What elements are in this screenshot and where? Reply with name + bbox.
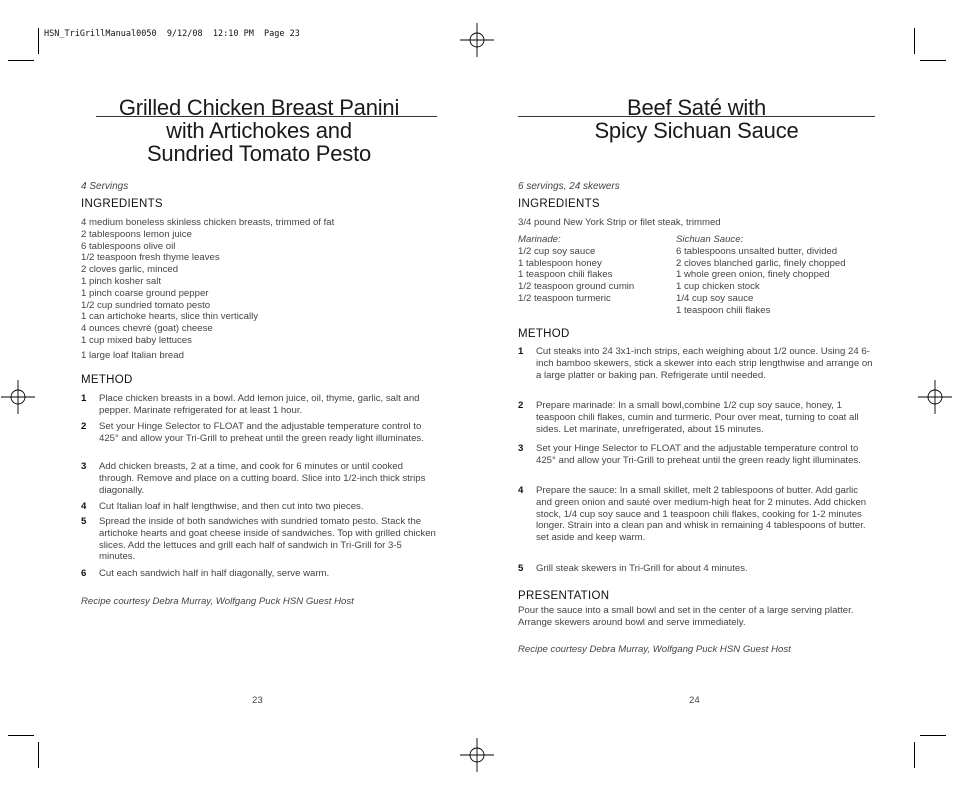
step-number: 2 (81, 421, 87, 432)
step-number: 1 (518, 346, 524, 357)
method-step (518, 400, 875, 435)
method-heading: METHOD (81, 374, 133, 386)
crop-mark (8, 60, 34, 61)
marinade-list (518, 234, 634, 305)
method-step (81, 461, 437, 496)
crop-mark (38, 28, 39, 54)
registration-mark-icon (918, 380, 952, 414)
list-item: 1 teaspoon chili flakes (676, 304, 771, 316)
step-text: Spread the inside of both sandwiches with sundried tomato pesto. Stack the artichoke hearts and goat cheese inside of sandwiches. Top with grilled chicken slices. Add the lettuces and grill each half of sandwich in Tri-Grill for 3-5 minutes. (99, 516, 436, 563)
step-number: 4 (518, 485, 524, 496)
method-step (81, 568, 437, 580)
list-item: 6 tablespoons olive oil (81, 240, 176, 252)
list-item: 1 whole green onion, finely chopped (676, 269, 830, 281)
list-item: 1 can artichoke hearts, slice thin vertically (81, 311, 259, 323)
step-text: Cut steaks into 24 3x1-inch strips, each weighing about 1/2 ounce. Using 24 6-inch bamboo skewers, stick a skewer into each strip lengthwise and arrange on a large platter or baking pan. Refrigerate until needed. (536, 346, 873, 381)
servings: 6 servings, 24 skewers (518, 181, 620, 192)
step-text: Cut each sandwich half in half diagonally, serve warm. (99, 568, 330, 579)
step-text: Set your Hinge Selector to FLOAT and the adjustable temperature control to 425° and allow your Tri-Grill to preheat until the green ready light illuminates. (99, 421, 424, 444)
list-item: 1 large loaf Italian bread (81, 349, 184, 361)
list-item: 1/4 cup soy sauce (676, 292, 754, 304)
method-step (81, 501, 437, 513)
method-step (518, 346, 875, 381)
list-item: 1 pinch coarse ground pepper (81, 287, 209, 299)
step-number: 2 (518, 400, 524, 411)
crop-mark (8, 735, 34, 736)
list-item: 1 tablespoon honey (518, 257, 602, 269)
step-text: Set your Hinge Selector to FLOAT and the adjustable temperature control to 425° and allow your Tri-Grill to preheat until the green ready light illuminates. (536, 443, 861, 466)
title-line: Spicy Sichuan Sauce (594, 118, 799, 143)
list-item: 1/2 cup soy sauce (518, 245, 596, 257)
step-text: Prepare the sauce: In a small skillet, melt 2 tablespoons of butter. Add garlic and green onion and sauté over medium-high heat for 2 minutes. Add chicken stock, 1/4 cup soy sauce and 1 teaspoon chili flakes, cooking for 1-2 minutes longer. Strain into a clean pan and whisk in remaining 4 tablespoons of butter. set aside and keep warm. (536, 485, 867, 544)
step-text: Cut Italian loaf in half lengthwise, and then cut into two pieces. (99, 501, 364, 512)
list-item: 1 cup mixed baby lettuces (81, 334, 192, 346)
ingredients-heading: INGREDIENTS (81, 198, 163, 210)
recipe-title (81, 96, 437, 165)
step-number: 1 (81, 393, 87, 404)
page-number: 24 (689, 695, 700, 706)
title-line: Sundried Tomato Pesto (146, 141, 372, 166)
list-item: 2 cloves garlic, minced (81, 264, 179, 276)
list-item: 2 cloves blanched garlic, finely chopped (676, 257, 846, 269)
presentation-heading: PRESENTATION (518, 590, 610, 602)
list-item: 1 teaspoon chili flakes (518, 269, 613, 281)
sauce-list (676, 234, 846, 317)
step-number: 6 (81, 568, 87, 579)
method-heading: METHOD (518, 328, 570, 340)
method-step (518, 443, 875, 467)
step-number: 3 (81, 461, 87, 472)
list-item: 1/2 teaspoon ground cumin (518, 281, 635, 293)
title-line: with Artichokes and (166, 118, 352, 143)
ingredient-list (81, 217, 334, 362)
list-item: 1 cup chicken stock (676, 281, 760, 293)
list-item: 4 ounces chevré (goat) cheese (81, 323, 213, 335)
marinade-heading: Marinade: (518, 234, 561, 245)
title-line: Beef Saté with (626, 95, 767, 120)
servings: 4 Servings (81, 181, 129, 192)
step-number: 4 (81, 501, 87, 512)
print-slug: HSN_TriGrillManual0050 9/12/08 12:10 PM Page 23 (44, 29, 300, 39)
step-text: Add chicken breasts, 2 at a time, and cook for 6 minutes or until cooked through. Remove and place on a cutting board. Slice into 1/2-inch thick strips diagonally. (99, 461, 426, 496)
list-item: 1/2 teaspoon fresh thyme leaves (81, 252, 220, 264)
crop-mark (914, 28, 915, 54)
presentation-text: Pour the sauce into a small bowl and set in the center of a large serving platter. Arrange skewers around bowl and serve immediately. (518, 605, 854, 628)
method-step (81, 516, 437, 563)
method-step (81, 421, 437, 445)
method-step (518, 563, 875, 575)
recipe-credit: Recipe courtesy Debra Murray, Wolfgang Puck HSN Guest Host (518, 644, 791, 655)
step-number: 5 (518, 563, 524, 574)
recipe-credit: Recipe courtesy Debra Murray, Wolfgang Puck HSN Guest Host (81, 596, 354, 607)
crop-mark (920, 60, 946, 61)
crop-mark (920, 735, 946, 736)
list-item: 1 pinch kosher salt (81, 275, 161, 287)
list-item: 2 tablespoons lemon juice (81, 228, 192, 240)
list-item: 4 medium boneless skinless chicken breasts, trimmed of fat (81, 217, 335, 228)
registration-mark-icon (460, 23, 494, 57)
page-number: 23 (252, 695, 263, 706)
list-item: 1/2 teaspoon turmeric (518, 292, 611, 304)
step-text: Prepare marinade: In a small bowl,combine 1/2 cup soy sauce, honey, 1 teaspoon chili flakes, cumin and turmeric. Pour over meat, turning to coat all sides. Let marinate, unrefrigerated, about 15 minutes. (536, 400, 859, 435)
ingredients-heading: INGREDIENTS (518, 198, 600, 210)
registration-mark-icon (1, 380, 35, 414)
crop-mark (914, 742, 915, 768)
step-text: Grill steak skewers in Tri-Grill for about 4 minutes. (536, 563, 748, 574)
step-number: 5 (81, 516, 87, 527)
step-text: Place chicken breasts in a bowl. Add lemon juice, oil, thyme, garlic, salt and pepper. Marinate refrigerated for at least 1 hour. (99, 393, 420, 416)
title-line: Grilled Chicken Breast Panini (118, 95, 400, 120)
list-item: 6 tablespoons unsalted butter, divided (676, 245, 838, 257)
crop-mark (38, 742, 39, 768)
method-step (81, 393, 437, 417)
recipe-title (518, 96, 875, 142)
main-ingredient: 3/4 pound New York Strip or filet steak, trimmed (518, 217, 721, 228)
registration-mark-icon (460, 738, 494, 772)
sauce-heading: Sichuan Sauce: (676, 234, 744, 245)
step-number: 3 (518, 443, 524, 454)
list-item: 1/2 cup sundried tomato pesto (81, 299, 211, 311)
method-step (518, 485, 875, 544)
